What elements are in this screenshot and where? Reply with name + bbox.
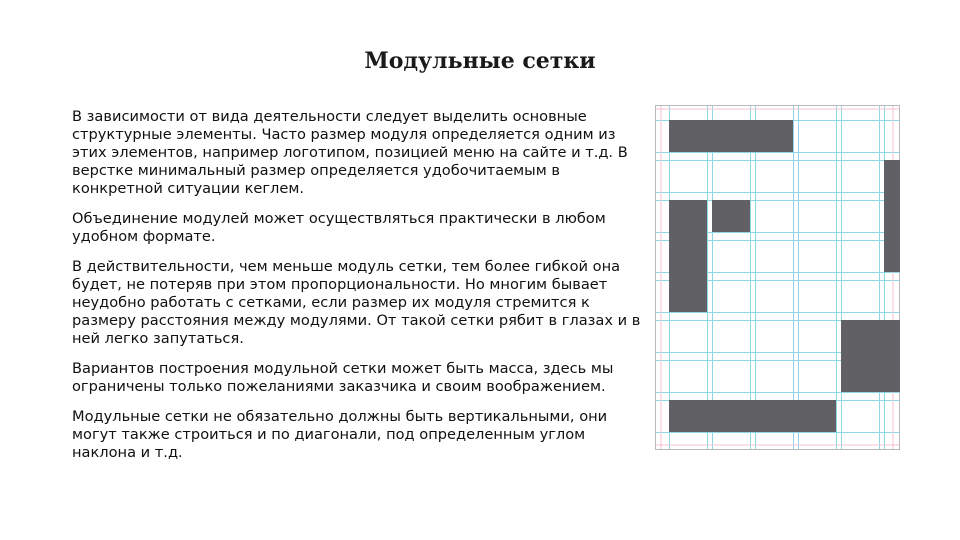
paragraph-5: Модульные сетки не обязательно должны быть вертикальными, они могут также строиться и по диагонали, под определенным углом наклона и т.д.: [72, 408, 608, 461]
modular-grid-svg: [655, 105, 900, 450]
grid-module-block: [669, 120, 793, 152]
grid-module-block: [669, 400, 836, 432]
slide-title: Модульные сетки: [364, 48, 596, 74]
paragraph-4: Вариантов построения модульной сетки может быть масса, здесь мы ограничены только пожеланиями заказчика и своим воображением.: [72, 360, 614, 395]
slide-body-text: [72, 108, 642, 474]
paragraph-1: В зависимости от вида деятельности следует выделить основные структурные элементы. Часто размер модуля определяется одним из этих элементов, например логотипом, позицией меню на сайте и т.д. В верстке минимальный размер определяется удобочитаемым в конкретной ситуации кеглем.: [72, 108, 628, 197]
grid-module-block: [884, 160, 900, 272]
grid-module-block: [841, 320, 900, 392]
grid-module-block: [712, 200, 750, 232]
paragraph-3: В действительности, чем меньше модуль сетки, тем более гибкой она будет, не потеряв при этом пропорциональности. Но многим бывает неудобно работать с сетками, если размер их модуля стремится к размеру расстояния между модулями. От такой сетки рябит в глазах и в ней легко запутаться.: [72, 258, 641, 347]
modular-grid-illustration: [655, 105, 900, 450]
grid-module-block: [669, 200, 707, 312]
paragraph-2: Объединение модулей может осуществляться практически в любом удобном формате.: [72, 210, 606, 245]
